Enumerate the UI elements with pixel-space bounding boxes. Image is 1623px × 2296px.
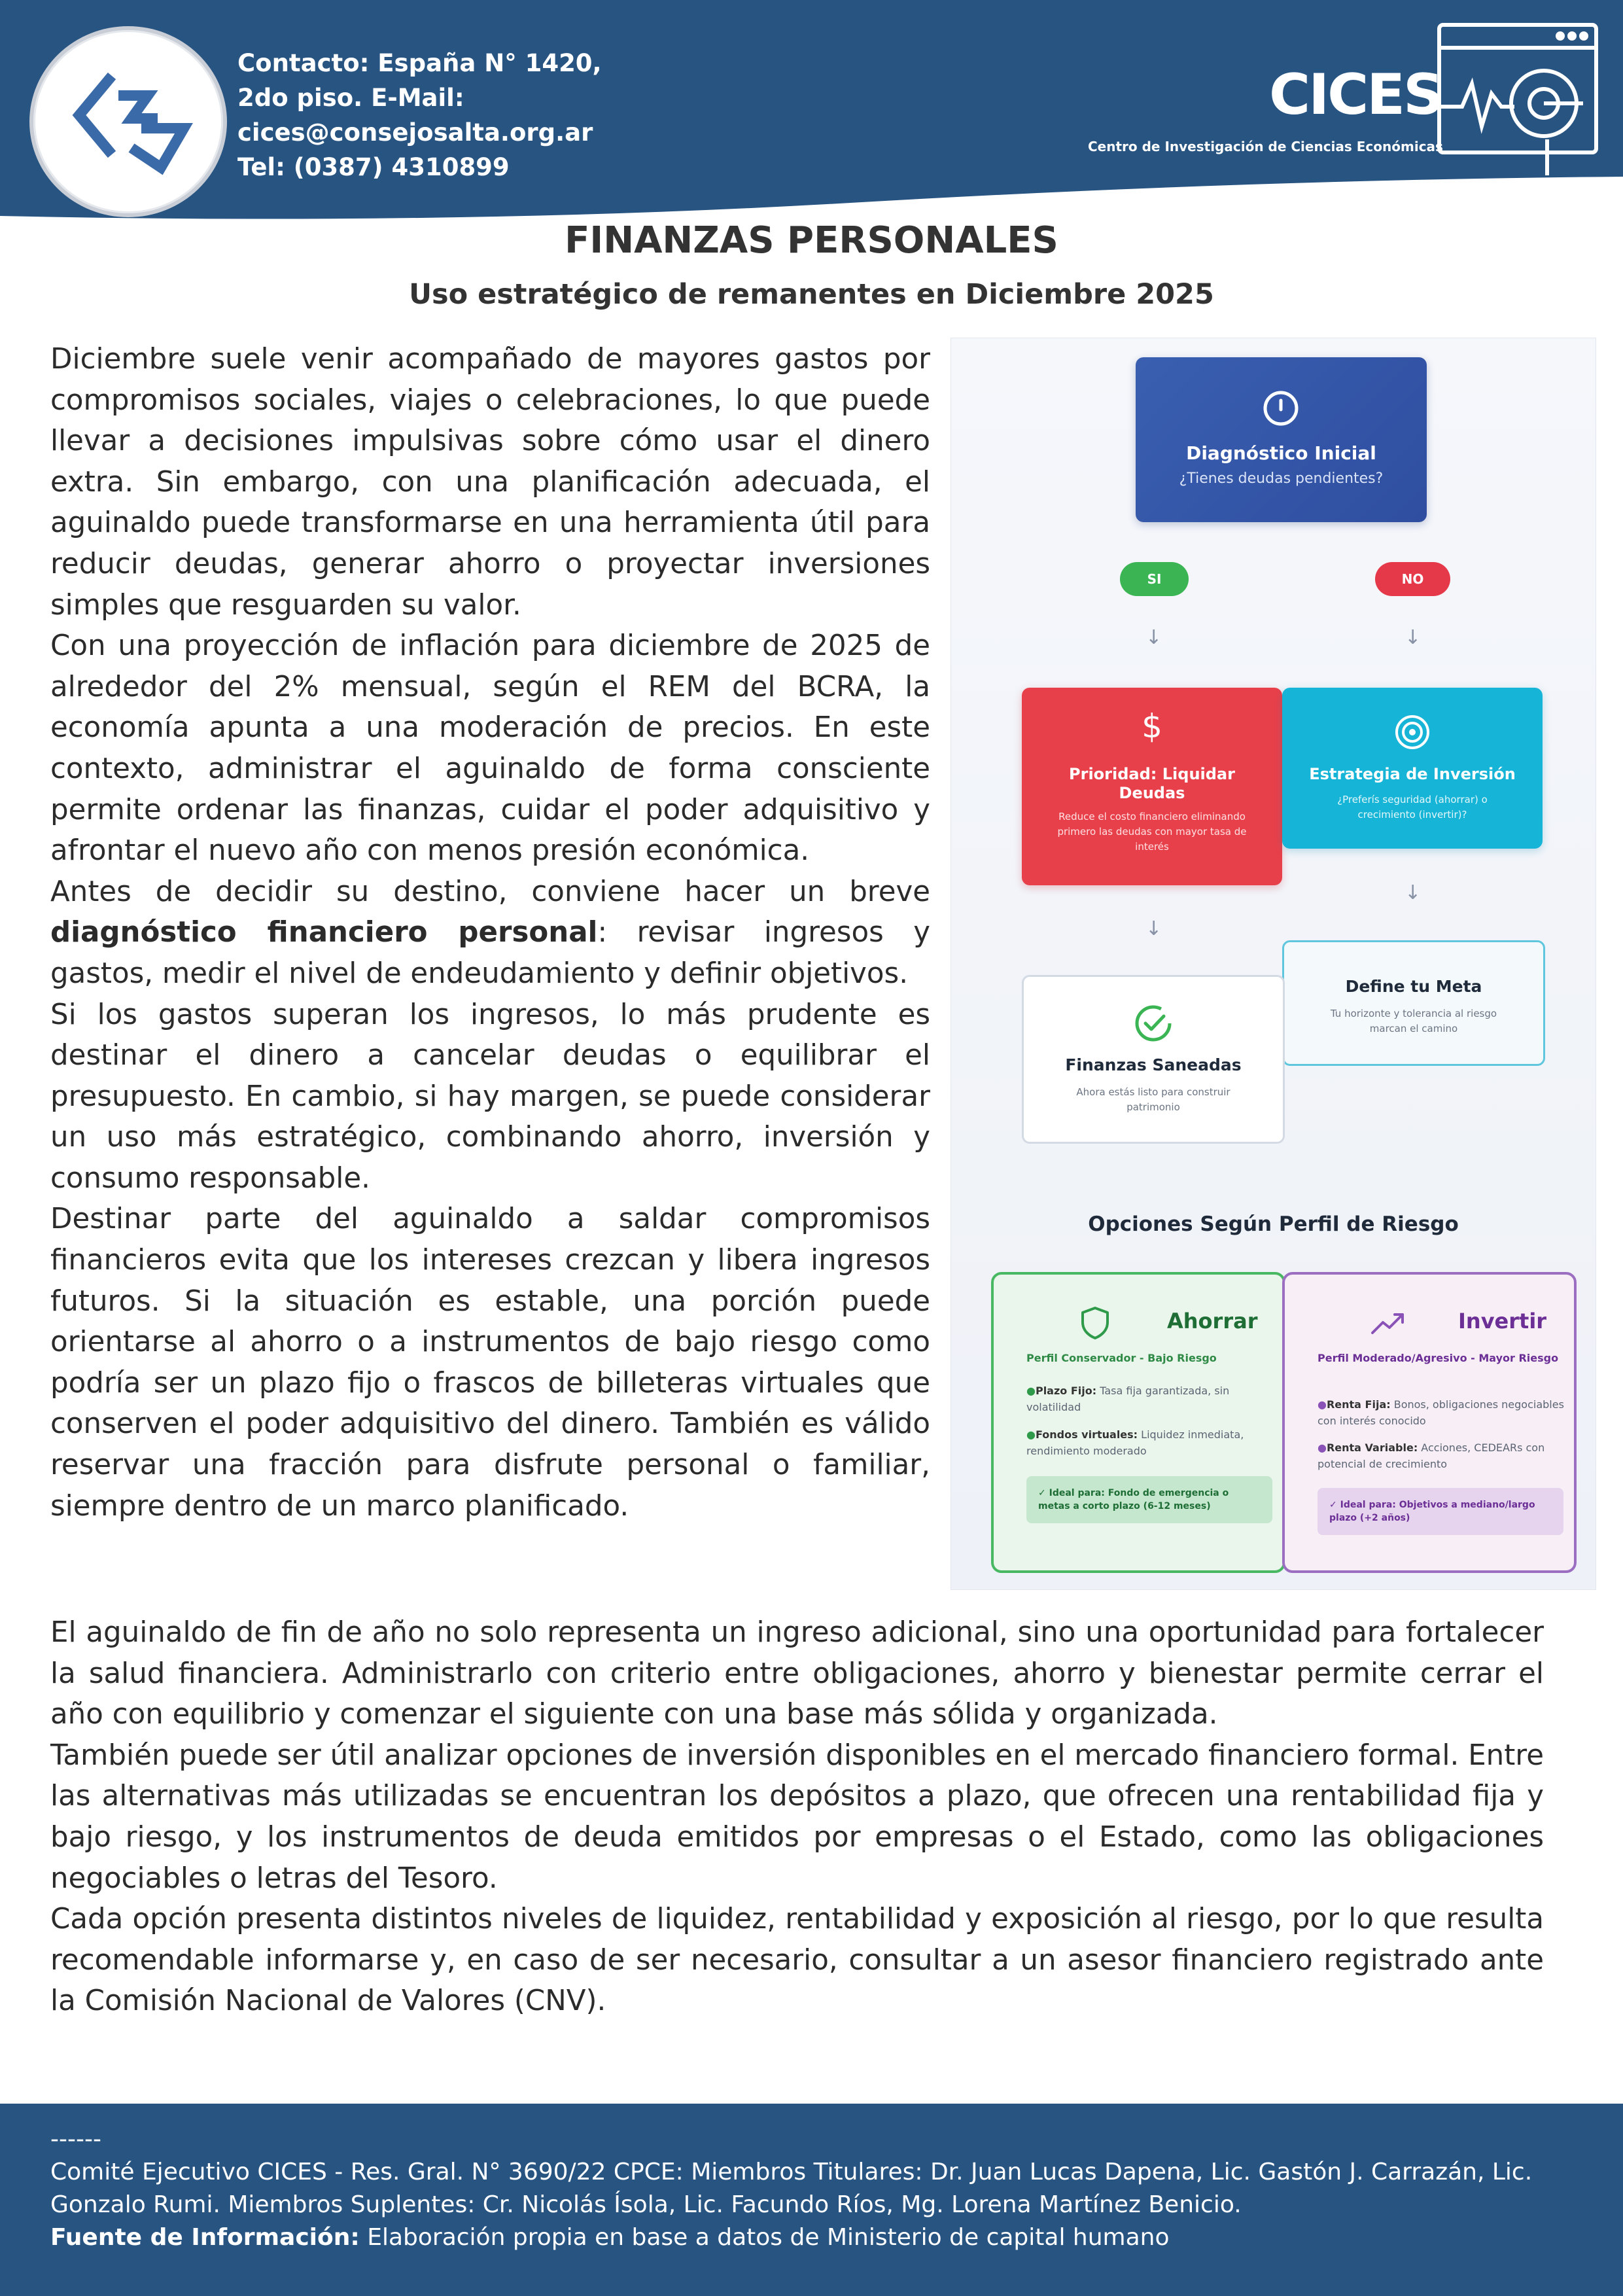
footer-separator: ------	[50, 2126, 101, 2153]
header-banner	[0, 0, 1623, 230]
paragraph-7: También puede ser útil analizar opciones de inversión disponibles en el mercado financiero formal. Entre las alternativas más utilizadas se encuentran los depósitos a plazo, que ofrecen una rentabilidad fija y bajo riesgo, y los instrumentos de deuda emitidos por empresas o el Estado, como las obligaciones negociables o letras del Tesoro.	[50, 1739, 1544, 1895]
investment-strategy-title: Estrategia de Inversión	[1309, 765, 1516, 783]
footer-source	[50, 2221, 1575, 2254]
footer	[0, 2104, 1623, 2296]
diagnosis-question: ¿Tienes deudas pendientes?	[1179, 470, 1384, 487]
save-ideal-note: ✓ Ideal para: Fondo de emergencia o metas a corto plazo (6-12 meses)	[1026, 1476, 1272, 1523]
paragraph-3-post: : revisar ingresos y gastos, medir el nivel de endeudamiento y definir objetivos.	[50, 916, 930, 990]
contact-email[interactable]: cices@consejosalta.org.ar	[237, 118, 593, 147]
investment-strategy-box	[1282, 688, 1543, 849]
paragraph-8: Cada opción presenta distintos niveles de liquidez, rentabilidad y exposición al riesgo, por lo que resulta recomendable informarse y, en caso de ser necesario, consultar a un asesor financiero registrado ante la Comisión Nacional de Valores (CNV).	[50, 1903, 1544, 2018]
paragraph-2: Con una proyección de inflación para diciembre de 2025 de alrededor del 2% mensual, según el REM del BCRA, la economía apunta a una moderación de precios. En este contexto, administrar el aguinaldo de forma consciente permite ordenar las finanzas, cuidar el poder adquisitivo y afrontar el nuevo año con menos presión económica.	[50, 629, 930, 868]
target-icon	[1393, 713, 1432, 752]
save-item-2-label: Fondos virtuales:	[1035, 1428, 1138, 1441]
footer-committee: Comité Ejecutivo CICES - Res. Gral. N° 3690/22 CPCE: Miembros Titulares: Dr. Juan Lucas Dapena, Lic. Gastón J. Carrazán, Lic. Gonzalo Rumi. Miembros Suplentes: Cr. Nicolás Ísola, Lic. Facundo Ríos, Mg. Lorena Martínez Benicio.	[50, 2159, 1533, 2218]
check-circle-icon	[1133, 1003, 1174, 1044]
define-goal-text: Tu horizonte y tolerancia al riesgo marcan el camino	[1330, 1008, 1497, 1034]
invest-profile: Perfil Moderado/Agresivo - Mayor Riesgo	[1318, 1352, 1559, 1364]
monitor-pulse-icon	[1436, 22, 1599, 182]
invest-item-2-label: Renta Variable:	[1326, 1441, 1418, 1454]
invest-option-card	[1282, 1272, 1577, 1573]
save-item-1-text: Tasa fija garantizada, sin volatilidad	[1026, 1385, 1230, 1413]
page-title: FINANZAS PERSONALES	[565, 219, 1058, 262]
invest-item-2-text: Acciones, CEDEARs con potencial de crecimiento	[1318, 1441, 1545, 1470]
brand-name: CICES	[1269, 62, 1442, 128]
save-profile: Perfil Conservador - Bajo Riesgo	[1026, 1352, 1217, 1364]
healthy-finances-box	[1022, 975, 1285, 1144]
paragraph-3-pre: Antes de decidir su destino, conviene hacer un breve	[50, 875, 930, 908]
paragraph-6: El aguinaldo de fin de año no solo representa un ingreso adicional, sino una oportunidad para fortalecer la salud financiera. Administrarlo con criterio entre obligaciones, ahorro y bienestar permite cerrar el año con equilibrio y comenzar el siguiente con una base más sólida y organizada.	[50, 1616, 1544, 1731]
arrow-down-icon: ↓	[1145, 626, 1162, 649]
diagnosis-title: Diagnóstico Inicial	[1186, 442, 1376, 464]
paragraph-3-bold: diagnóstico financiero personal	[50, 916, 598, 949]
body-full-width	[50, 1612, 1544, 2022]
healthy-finances-text: Ahora estás listo para construir patrimonio	[1076, 1086, 1230, 1113]
debt-priority-text: Reduce el costo financiero eliminando primero las deudas con mayor tasa de interés	[1057, 811, 1247, 853]
define-goal-box	[1282, 940, 1545, 1066]
paragraph-5: Destinar parte del aguinaldo a saldar compromisos financieros evita que los intereses crezcan y libera ingresos futuros. Si la situación es estable, una porción puede orientarse al ahorro o a instrumentos de bajo riesgo como podría ser un plazo fijo o frascos de billeteras virtuales que conserven el poder adquisitivo del dinero. También es válido reservar una fracción para disfrute personal o familiar, siempre dentro de un marco planificado.	[50, 1203, 930, 1523]
debt-priority-title: Prioridad: Liquidar Deudas	[1069, 765, 1235, 802]
arrow-down-icon: ↓	[1405, 881, 1422, 904]
define-goal-title: Define tu Meta	[1345, 977, 1482, 996]
contact-phone: Tel: (0387) 4310899	[237, 153, 510, 181]
save-option-card	[991, 1272, 1285, 1573]
page-subtitle: Uso estratégico de remanentes en Diciembre 2025	[409, 278, 1214, 311]
save-item-fixed-term: ●Plazo Fijo: Tasa fija garantizada, sin volatilidad	[1026, 1385, 1230, 1413]
save-item-virtual-funds: ●Fondos virtuales: Liquidez inmediata, rendimiento moderado	[1026, 1428, 1244, 1457]
invest-item-variable-income: ●Renta Variable: Acciones, CEDEARs con potencial de crecimiento	[1318, 1441, 1545, 1470]
save-item-1-label: Plazo Fijo:	[1035, 1385, 1097, 1397]
paragraph-1: Diciembre suele venir acompañado de mayores gastos por compromisos sociales, viajes o celebraciones, lo que puede llevar a decisiones impulsivas sobre cómo usar el dinero extra. Sin embargo, con una planificación adecuada, el aguinaldo puede transformarse en una herramienta útil para reducir deudas, generar ahorro o proyectar inversiones simples que resguarden su valor.	[50, 343, 930, 622]
footer-source-text: Elaboración propia en base a datos de Ministerio de capital humano	[359, 2224, 1170, 2251]
footer-source-label: Fuente de Información:	[50, 2224, 360, 2251]
invest-item-1-text: Bonos, obligaciones negociables con interés conocido	[1318, 1398, 1564, 1427]
contact-info	[237, 46, 656, 185]
contact-floor: 2do piso. E-Mail:	[237, 84, 464, 112]
investment-strategy-text: ¿Preferís seguridad (ahorrar) o crecimiento (invertir)?	[1337, 794, 1488, 821]
invest-option-title: Invertir	[1458, 1309, 1547, 1333]
brand-subtitle: Centro de Investigación de Ciencias Económicas	[1088, 139, 1443, 154]
shield-icon	[1079, 1305, 1111, 1341]
decision-infographic	[951, 338, 1596, 1590]
debt-priority-box	[1022, 688, 1282, 885]
clock-icon	[1261, 389, 1300, 428]
arrow-down-icon: ↓	[1405, 626, 1422, 649]
trending-up-icon	[1370, 1311, 1406, 1337]
no-badge: NO	[1375, 562, 1450, 596]
cpce-logo-icon	[33, 30, 223, 213]
invest-item-1-label: Renta Fija:	[1326, 1398, 1391, 1411]
contact-address: Contacto: España N° 1420,	[237, 49, 602, 77]
arrow-down-icon: ↓	[1145, 917, 1162, 940]
dollar-icon: $	[1142, 707, 1162, 745]
invest-item-fixed-income: ●Renta Fija: Bonos, obligaciones negociables con interés conocido	[1318, 1398, 1564, 1427]
save-item-2-text: Liquidez inmediata, rendimiento moderado	[1026, 1428, 1244, 1457]
yes-badge: SI	[1120, 562, 1189, 596]
body-column	[50, 339, 930, 1527]
paragraph-3	[50, 872, 930, 995]
risk-options-title: Opciones Según Perfil de Riesgo	[1088, 1212, 1459, 1236]
paragraph-4: Si los gastos superan los ingresos, lo más prudente es destinar el dinero a cancelar deudas o equilibrar el presupuesto. En cambio, si hay margen, se puede considerar un uso más estratégico, combinando ahorro, inversión y consumo responsable.	[50, 998, 930, 1195]
healthy-finances-title: Finanzas Saneadas	[1065, 1055, 1242, 1074]
invest-ideal-note: ✓ Ideal para: Objetivos a mediano/largo plazo (+2 años)	[1318, 1488, 1563, 1535]
cpce-logo	[29, 26, 227, 217]
save-option-title: Ahorrar	[1167, 1309, 1258, 1333]
diagnosis-box	[1136, 357, 1427, 522]
